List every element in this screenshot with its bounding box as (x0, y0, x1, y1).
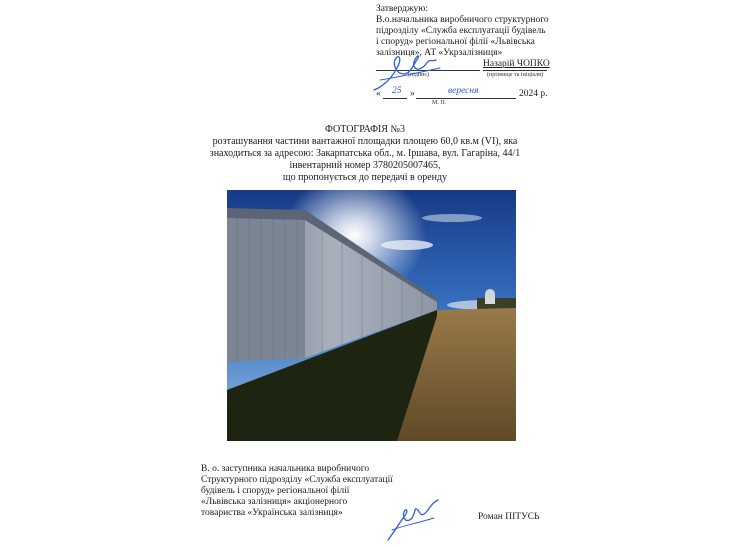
approval-line: і споруд» регіональної філії «Львівська (376, 37, 535, 47)
date-day: 25 (392, 86, 402, 96)
date-quote-close: » (410, 89, 415, 99)
approval-line: залізниця», АТ «Укрзалізниця» (376, 48, 503, 58)
description-line: інвентарний номер 3780205007465, (289, 160, 441, 171)
approval-line: підрозділу «Служба експлуатації будівель (376, 26, 546, 36)
footer-signature-image (384, 496, 444, 544)
name-line (483, 70, 547, 71)
name-caption: (прізвище та ініціали) (487, 72, 544, 78)
approval-heading: Затверджую: (376, 4, 429, 14)
signature-caption: (підпис) (408, 72, 430, 78)
footer-line: «Львівська залізниця» акціонерного (201, 497, 348, 507)
footer-signer-name: Роман ПІТУСЬ (478, 512, 540, 522)
date-day-line (383, 98, 407, 99)
description-line: що пропонується до передачі в оренду (282, 172, 448, 183)
footer-line: товариства «Українська залізниця» (201, 508, 343, 518)
description-line: знаходиться за адресою: Закарпатська обл., м. Іршава, вул. Гагаріна, 44/1 (209, 148, 521, 159)
footer-line: В. о. заступника начальника виробничого (201, 464, 370, 474)
date-month: вересня (448, 86, 479, 96)
site-photograph (227, 190, 516, 441)
photo-heading: ФОТОГРАФІЯ №3 (324, 124, 406, 135)
title-block (0, 124, 730, 184)
footer-line: будівель і споруд» регіональної філії (201, 486, 350, 496)
stamp-place: М. П. (432, 100, 447, 106)
footer-line: Структурного підрозділу «Служба експлуатації (201, 475, 393, 485)
description-line: розташування частини вантажної площадки площею 60,0 кв.м (VI), яка (212, 136, 518, 147)
date-month-line (416, 98, 516, 99)
approver-name: Назарій ЧОПКО (483, 59, 550, 69)
approval-line: В.о.начальника виробничого структурного (376, 15, 549, 25)
date-quote-open: « (376, 89, 381, 99)
photo-scene (227, 190, 516, 441)
date-year: 2024 р. (519, 89, 548, 99)
